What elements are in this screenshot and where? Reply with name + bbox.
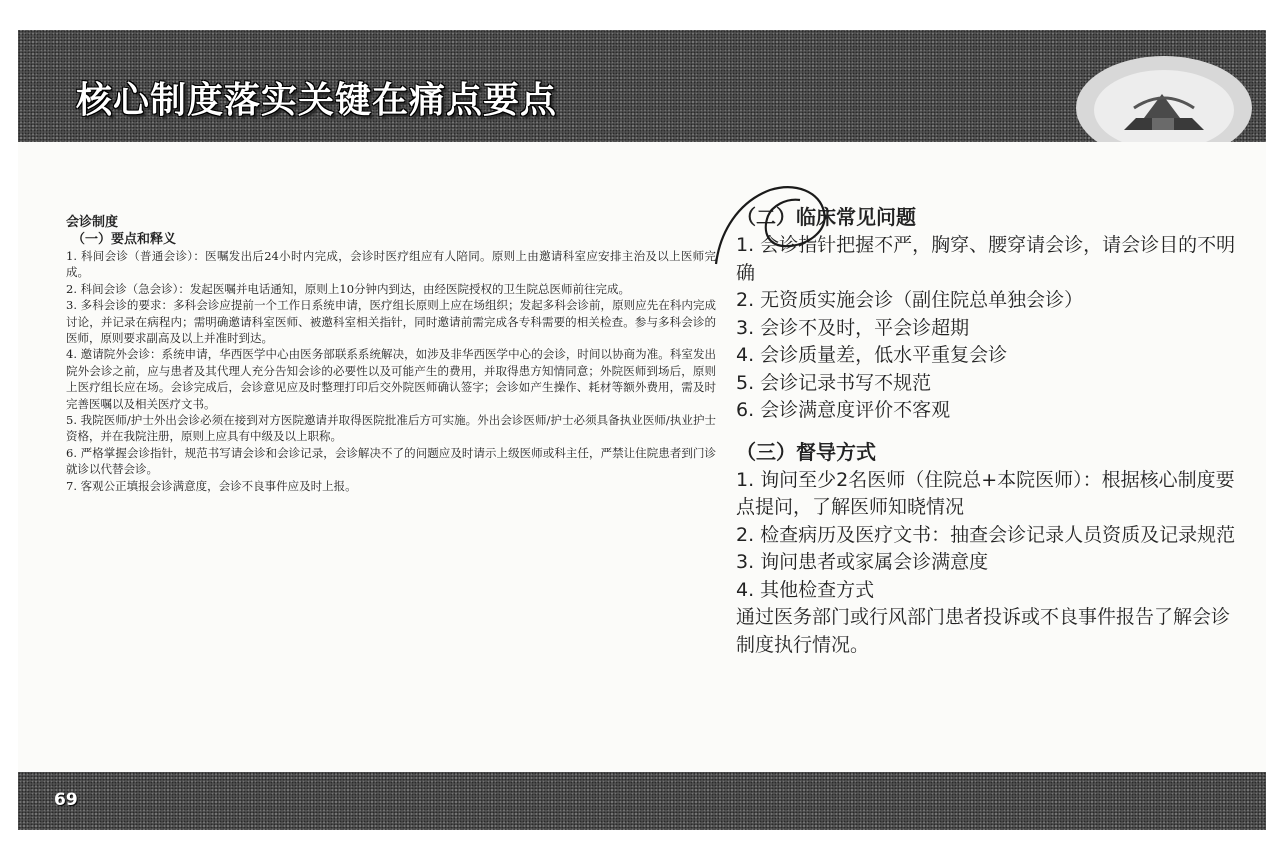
handwritten-circle-mark	[698, 172, 848, 282]
policy-item: 6. 严格掌握会诊指针，规范书写请会诊和会诊记录，会诊解决不了的问题应及时请示上级医师或科主任，严禁让住院患者到门诊就诊以代替会诊。	[66, 445, 716, 477]
building-logo-icon	[1074, 48, 1254, 142]
consultation-policy-section	[66, 215, 716, 494]
slide-title: 核心制度落实关键在痛点要点	[76, 80, 558, 121]
supervision-item: 通过医务部门或行风部门患者投诉或不良事件报告了解会诊制度执行情况。	[736, 606, 1231, 656]
slide-header	[18, 30, 1266, 142]
problem-item: 2. 无资质实施会诊（副住院总单独会诊）	[736, 289, 1084, 311]
supervision-item: 3. 询问患者或家属会诊满意度	[736, 551, 989, 573]
policy-item: 7. 客观公正填报会诊满意度，会诊不良事件应及时上报。	[66, 478, 357, 493]
common-problems-heading: （二）临床常见问题	[736, 205, 916, 229]
supervision-methods-heading: （三）督导方式	[736, 439, 876, 464]
problem-item: 4. 会诊质量差，低水平重复会诊	[736, 344, 1008, 366]
problem-item: 1. 会诊指针把握不严，胸穿、腰穿请会诊，请会诊目的不明确	[736, 234, 1236, 284]
key-points-subtitle: （一）要点和释义	[72, 232, 177, 247]
supervision-item: 2. 检查病历及医疗文书：抽查会诊记录人员资质及记录规范	[736, 523, 1236, 546]
policy-item: 1. 科间会诊（普通会诊）：医嘱发出后24小时内完成，会诊时医疗组应有人陪同。原则上由邀请科室应安排主治及以上医师完成。	[66, 249, 716, 280]
policy-item: 5. 我院医师/护士外出会诊必须在接到对方医院邀请并取得医院批准后方可实施。外出会诊医师/护士必须具备执业医师/执业护士资格，并在我院注册，原则上应具有中级及以上职称。	[66, 413, 716, 444]
slide	[18, 30, 1266, 830]
page-number: 69	[54, 790, 78, 810]
policy-item: 3. 多科会诊的要求：多科会诊应提前一个工作日系统申请，医疗组长原则上应在场组织；发起多科会诊前，原则应先在科内完成讨论，并记录在病程内；需明确邀请科室医师、被邀科室相关指针，同时邀请前需完成各专科需要的相关检查。参与多科会诊的医师，原则要求副高及以上并准时到达。	[66, 298, 716, 346]
policy-item: 2. 科间会诊（急会诊）：发起医嘱并电话通知，原则上10分钟内到达，由经医院授权的卫生院总医师前往完成。	[66, 281, 631, 296]
problem-item: 3. 会诊不及时，平会诊超期	[736, 316, 970, 339]
supervision-item: 4. 其他检查方式	[736, 578, 875, 601]
slide-footer	[18, 772, 1266, 830]
supervision-item: 1. 询问至少2名医师（住院总+本院医师）：根据核心制度要点提问，了解医师知晓情况	[736, 468, 1235, 518]
problem-item: 5. 会诊记录书写不规范	[736, 371, 932, 394]
problem-item: 6. 会诊满意度评价不客观	[736, 399, 951, 421]
policy-item: 4. 邀请院外会诊：系统申请，华西医学中心由医务部联系系统解决，如涉及非华西医学中心的会诊，时间以协商为准。科室发出院外会诊之前，应与患者及其代理人充分告知会诊的必要性以及可能产生的费用，并取得患方知情同意；外院医师到场后，原则上医疗组长应在场。会诊完成后，会诊意见应及时整理打印后交外院医师确认签字；会诊如产生操作、耗材等额外费用，需及时完善医嘱以及相关医疗文书。	[66, 347, 716, 411]
consultation-policy-title: 会诊制度	[66, 215, 119, 230]
